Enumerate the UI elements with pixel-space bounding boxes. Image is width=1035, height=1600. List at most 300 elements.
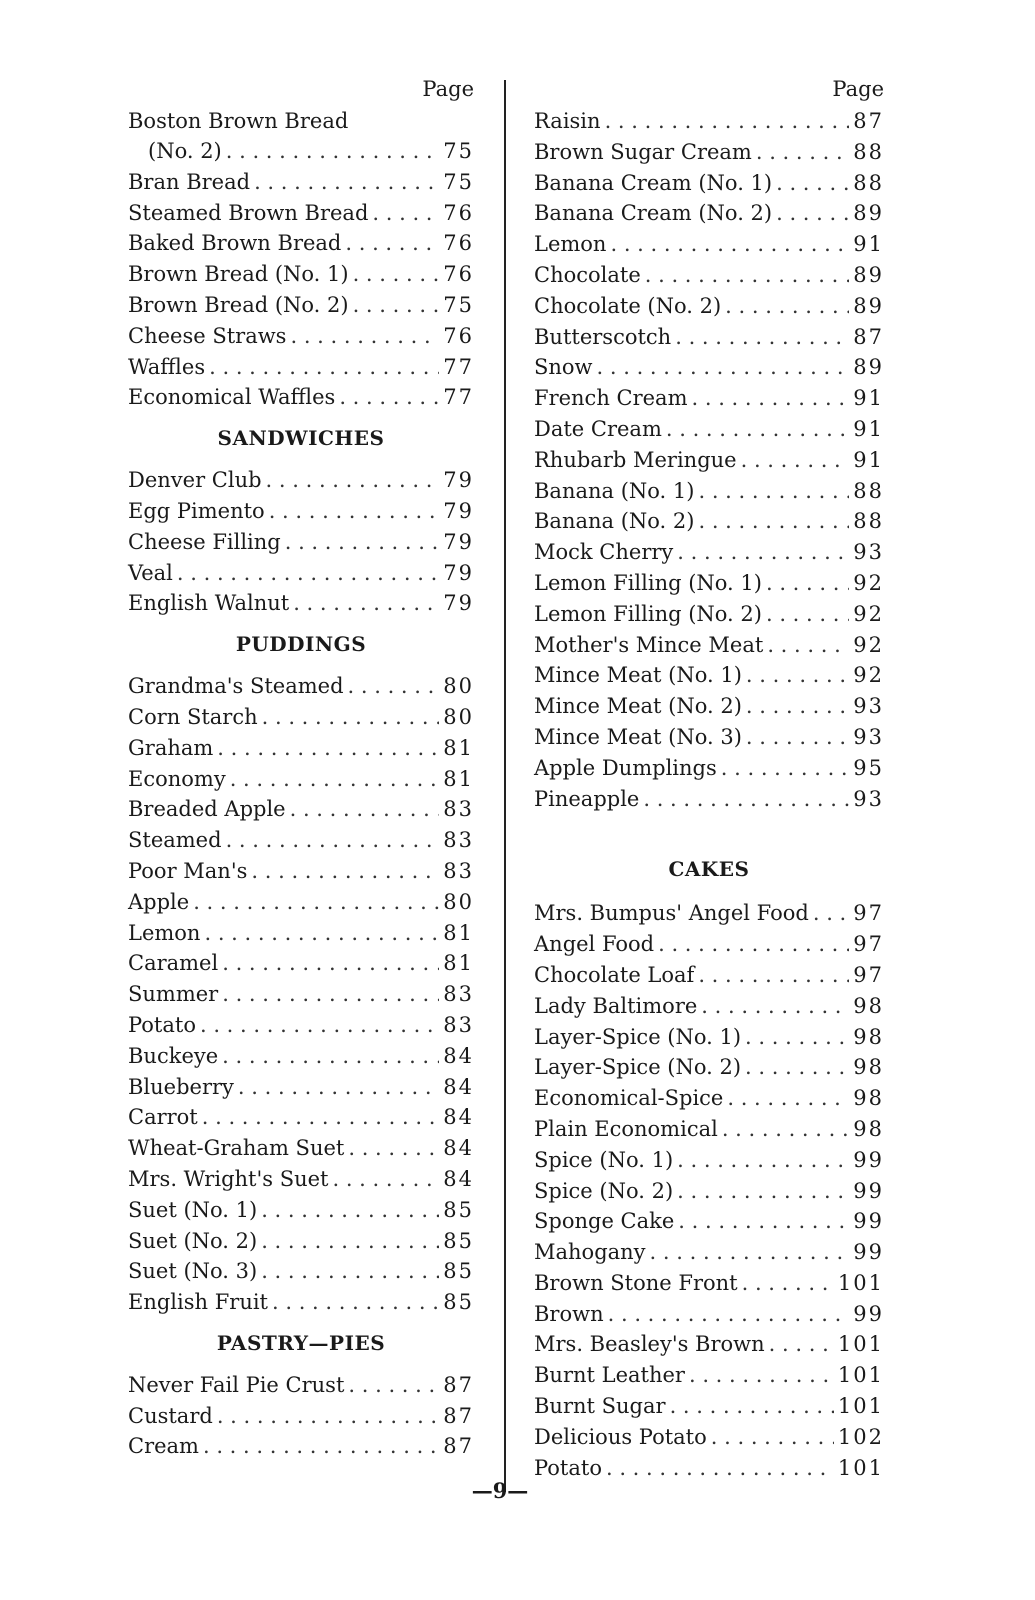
index-entry — [128, 259, 474, 290]
index-entry — [128, 1102, 474, 1133]
dot-leader — [251, 856, 439, 887]
entry-page-number: 81 — [443, 766, 474, 791]
entry-page-number: 80 — [443, 704, 474, 729]
dot-leader — [711, 1422, 834, 1453]
pies-list — [534, 106, 884, 814]
dot-leader — [200, 1010, 439, 1041]
cakes-list — [534, 898, 884, 1483]
entry-name: Mahogany — [534, 1240, 646, 1265]
index-entry — [534, 660, 884, 691]
entry-name: Boston Brown Bread — [128, 109, 349, 133]
intro-list — [128, 136, 474, 413]
entry-name: Brown Sugar Cream — [534, 139, 752, 164]
entry-name: Potato — [534, 1455, 602, 1480]
index-entry — [534, 168, 884, 199]
index-entry — [534, 445, 884, 476]
index-entry — [128, 948, 474, 979]
entry-page-number: 91 — [853, 416, 884, 441]
dot-leader — [698, 506, 849, 537]
entry-page-number: 77 — [443, 354, 474, 379]
entry-page-number: 80 — [443, 889, 474, 914]
index-entry — [534, 1268, 884, 1299]
entry-name: Chocolate Loaf — [534, 962, 695, 987]
dot-leader — [746, 660, 849, 691]
index-entry — [534, 630, 884, 661]
section-heading-pastry-pies: PASTRY—PIES — [216, 1330, 386, 1355]
entry-name: Wheat-Graham Suet — [128, 1136, 345, 1161]
index-entry — [534, 1145, 884, 1176]
dot-leader — [332, 1164, 439, 1195]
index-entry — [128, 1010, 474, 1041]
dot-leader — [677, 1176, 849, 1207]
entry-page-number: 77 — [443, 385, 474, 410]
entry-page-number: 93 — [853, 786, 884, 811]
dot-leader — [290, 321, 439, 352]
entry-page-number: 85 — [443, 1290, 474, 1315]
entry-name: Mince Meat (No. 3) — [534, 724, 742, 749]
entry-page-number: 83 — [443, 982, 474, 1007]
entry-name: Bran Bread — [128, 169, 251, 194]
index-entry — [128, 290, 474, 321]
index-entry — [128, 321, 474, 352]
dot-leader — [217, 1401, 439, 1432]
entry-name: Mince Meat (No. 2) — [534, 694, 742, 719]
dot-leader — [670, 1391, 834, 1422]
entry-name: Suet (No. 2) — [128, 1228, 258, 1253]
entry-page-number: 89 — [853, 201, 884, 226]
dot-leader — [230, 764, 440, 795]
index-entry — [534, 1299, 884, 1330]
entry-name: Economy — [128, 766, 226, 791]
dot-leader — [746, 691, 849, 722]
index-entry — [128, 887, 474, 918]
entry-name: Lemon — [534, 232, 607, 257]
dot-leader — [678, 1206, 849, 1237]
entry-name: Graham — [128, 735, 214, 760]
section-heading-cakes: CAKES — [668, 857, 750, 882]
entry-name: Lemon Filling (No. 1) — [534, 570, 762, 595]
dot-leader — [202, 1102, 440, 1133]
entry-name: Grandma's Steamed — [128, 674, 344, 699]
index-entry — [128, 794, 474, 825]
dot-leader — [193, 887, 439, 918]
entry-name: Carrot — [128, 1105, 198, 1130]
index-entry — [128, 1195, 474, 1226]
entry-name: Spice (No. 2) — [534, 1178, 674, 1203]
entry-name: Snow — [534, 355, 593, 380]
dot-leader — [222, 948, 439, 979]
dot-leader — [741, 445, 850, 476]
dot-leader — [675, 322, 849, 353]
index-entry — [128, 198, 474, 229]
entry-name: Pineapple — [534, 786, 640, 811]
entry-page-number: 99 — [853, 1301, 884, 1326]
dot-leader — [769, 1329, 834, 1360]
entry-name: Chocolate — [534, 262, 641, 287]
entry-page-number: 75 — [443, 169, 474, 194]
index-entry — [534, 291, 884, 322]
index-entry — [128, 382, 474, 413]
index-entry — [534, 722, 884, 753]
entry-page-number: 101 — [837, 1363, 884, 1388]
index-entry — [128, 136, 474, 167]
entry-page-number: 84 — [443, 1166, 474, 1191]
entry-name: Economical-Spice — [534, 1086, 724, 1111]
entry-name: Steamed Brown Bread — [128, 200, 369, 225]
dot-leader — [226, 825, 440, 856]
dot-leader — [261, 1256, 439, 1287]
entry-page-number: 98 — [853, 1055, 884, 1080]
dot-leader — [290, 794, 440, 825]
entry-name: Banana Cream (No. 1) — [534, 170, 773, 195]
entry-name: (No. 2) — [148, 139, 222, 163]
entry-page-number: 102 — [837, 1424, 884, 1449]
entry-name: Caramel — [128, 951, 219, 976]
dot-leader — [745, 1052, 849, 1083]
index-entry — [534, 322, 884, 353]
entry-page-number: 87 — [443, 1434, 474, 1459]
dot-leader — [658, 929, 849, 960]
index-entry — [534, 537, 884, 568]
entry-page-number: 84 — [443, 1136, 474, 1161]
entry-page-number: 81 — [443, 735, 474, 760]
section-heading-sandwiches: SANDWICHES — [217, 426, 385, 451]
index-entry — [534, 929, 884, 960]
entry-name: Banana Cream (No. 2) — [534, 201, 773, 226]
entry-page-number: 99 — [853, 1209, 884, 1234]
dot-leader — [217, 733, 439, 764]
entry-page-number: 75 — [443, 139, 474, 163]
entry-name: Potato — [128, 1012, 196, 1037]
entry-name: Cheese Filling — [128, 529, 281, 554]
index-entry — [534, 106, 884, 137]
index-entry — [128, 671, 474, 702]
index-entry — [128, 496, 474, 527]
entry-name: Mock Cherry — [534, 540, 674, 565]
index-entry — [534, 691, 884, 722]
index-entry — [534, 1022, 884, 1053]
pastry-list — [128, 1370, 474, 1462]
entry-name: Banana (No. 1) — [534, 478, 695, 503]
dot-leader — [650, 1237, 850, 1268]
dot-leader — [776, 168, 849, 199]
entry-page-number: 85 — [443, 1228, 474, 1253]
entry-name: Breaded Apple — [128, 797, 286, 822]
dot-leader — [348, 1133, 439, 1164]
index-entry — [128, 1370, 474, 1401]
dot-leader — [766, 568, 849, 599]
index-entry — [128, 1401, 474, 1432]
entry-page-number: 88 — [853, 478, 884, 503]
dot-leader — [353, 290, 440, 321]
entry-name: Delicious Potato — [534, 1424, 707, 1449]
entry-page-number: 76 — [443, 200, 474, 225]
index-entry — [534, 1206, 884, 1237]
index-entry — [128, 1256, 474, 1287]
index-entry — [534, 991, 884, 1022]
left-column — [128, 72, 474, 1462]
entry-page-number: 81 — [443, 951, 474, 976]
entry-name: English Walnut — [128, 591, 290, 616]
index-entry — [534, 352, 884, 383]
entry-page-number: 99 — [853, 1178, 884, 1203]
entry-name: Economical Waffles — [128, 385, 336, 410]
entry-page-number: 101 — [837, 1332, 884, 1357]
entry-name: Blueberry — [128, 1074, 234, 1099]
dot-leader — [262, 702, 440, 733]
entry-name: Suet (No. 3) — [128, 1259, 258, 1284]
index-entry — [128, 352, 474, 383]
entry-name: Lady Baltimore — [534, 993, 698, 1018]
entry-name: Brown Stone Front — [534, 1270, 738, 1295]
index-entry — [534, 568, 884, 599]
dot-leader — [348, 1370, 439, 1401]
entry-page-number: 91 — [853, 386, 884, 411]
index-entry — [128, 167, 474, 198]
index-entry — [128, 918, 474, 949]
entry-name: Layer-Spice (No. 2) — [534, 1055, 742, 1080]
entry-page-number: 92 — [853, 570, 884, 595]
index-entry — [128, 1041, 474, 1072]
index-entry — [534, 784, 884, 815]
index-entry-title — [128, 106, 474, 136]
index-entry — [128, 228, 474, 259]
entry-page-number: 98 — [853, 1116, 884, 1141]
index-entry — [534, 198, 884, 229]
dot-leader — [605, 106, 850, 137]
page-column-heading-right: Page — [832, 77, 884, 101]
entry-name: Suet (No. 1) — [128, 1197, 258, 1222]
index-entry — [128, 465, 474, 496]
dot-leader — [776, 198, 849, 229]
entry-page-number: 97 — [853, 901, 884, 926]
entry-name: Raisin — [534, 109, 601, 133]
index-entry — [534, 414, 884, 445]
dot-leader — [677, 537, 849, 568]
dot-leader — [372, 198, 439, 229]
entry-page-number: 89 — [853, 262, 884, 287]
index-entry — [534, 506, 884, 537]
entry-name: Mother's Mince Meat — [534, 632, 764, 657]
dot-leader — [266, 465, 440, 496]
entry-name: Lemon Filling (No. 2) — [534, 601, 762, 626]
dot-leader — [767, 630, 849, 661]
index-entry — [128, 979, 474, 1010]
dot-leader — [345, 228, 439, 259]
dot-leader — [666, 414, 849, 445]
entry-page-number: 79 — [443, 468, 474, 493]
index-entry — [534, 1422, 884, 1453]
entry-name: Mince Meat (No. 1) — [534, 663, 742, 688]
dot-leader — [643, 784, 849, 815]
index-entry — [534, 753, 884, 784]
entry-name: Corn Starch — [128, 704, 258, 729]
puddings-list — [128, 671, 474, 1318]
entry-name: Buckeye — [128, 1043, 219, 1068]
entry-page-number: 95 — [853, 755, 884, 780]
entry-page-number: 89 — [853, 293, 884, 318]
dot-leader — [813, 898, 849, 929]
index-entry — [128, 764, 474, 795]
entry-name: Spice (No. 1) — [534, 1147, 674, 1172]
entry-page-number: 76 — [443, 231, 474, 256]
dot-leader — [677, 1145, 849, 1176]
entry-name: Sponge Cake — [534, 1209, 675, 1234]
dot-leader — [766, 599, 849, 630]
entry-page-number: 101 — [837, 1394, 884, 1419]
entry-name: Banana (No. 2) — [534, 509, 695, 534]
entry-name: Mrs. Wright's Suet — [128, 1166, 329, 1191]
dot-leader — [701, 991, 849, 1022]
entry-page-number: 93 — [853, 724, 884, 749]
dot-leader — [204, 918, 439, 949]
entry-page-number: 92 — [853, 632, 884, 657]
entry-page-number: 88 — [853, 139, 884, 164]
dot-leader — [209, 352, 439, 383]
entry-page-number: 98 — [853, 993, 884, 1018]
index-entry — [128, 1164, 474, 1195]
entry-page-number: 98 — [853, 1086, 884, 1111]
entry-name: Chocolate (No. 2) — [534, 293, 722, 318]
entry-page-number: 79 — [443, 591, 474, 616]
dot-leader — [722, 1114, 849, 1145]
index-entry — [128, 702, 474, 733]
entry-page-number: 79 — [443, 498, 474, 523]
index-entry — [534, 1176, 884, 1207]
dot-leader — [339, 382, 439, 413]
entry-page-number: 81 — [443, 920, 474, 945]
entry-page-number: 87 — [443, 1403, 474, 1428]
dot-leader — [254, 167, 439, 198]
entry-name: Layer-Spice (No. 1) — [534, 1024, 742, 1049]
column-divider — [504, 80, 506, 1492]
index-entry — [128, 558, 474, 589]
index-entry — [128, 856, 474, 887]
entry-name: Mrs. Beasley's Brown — [534, 1332, 765, 1357]
index-entry — [534, 1391, 884, 1422]
index-entry — [128, 1133, 474, 1164]
section-heading-puddings: PUDDINGS — [235, 632, 367, 657]
entry-name: Burnt Sugar — [534, 1394, 666, 1419]
index-entry — [128, 527, 474, 558]
dot-leader — [226, 136, 440, 167]
dot-leader — [698, 960, 849, 991]
index-entry — [534, 1329, 884, 1360]
dot-leader — [745, 1022, 849, 1053]
entry-page-number: 83 — [443, 858, 474, 883]
entry-page-number: 79 — [443, 560, 474, 585]
entry-page-number: 85 — [443, 1197, 474, 1222]
entry-page-number: 85 — [443, 1259, 474, 1284]
entry-name: Egg Pimento — [128, 498, 265, 523]
entry-name: Mrs. Bumpus' Angel Food — [534, 901, 809, 926]
entry-name: Brown Bread (No. 1) — [128, 262, 349, 287]
page-number: —9— — [471, 1478, 529, 1503]
index-entry — [534, 476, 884, 507]
entry-page-number: 84 — [443, 1074, 474, 1099]
entry-page-number: 93 — [853, 694, 884, 719]
sandwiches-list — [128, 465, 474, 619]
entry-name: Veal — [128, 560, 173, 585]
entry-page-number: 97 — [853, 962, 884, 987]
dot-leader — [348, 671, 440, 702]
entry-name: Cream — [128, 1434, 199, 1459]
dot-leader — [261, 1226, 439, 1257]
dot-leader — [177, 558, 439, 589]
entry-name: Rhubarb Meringue — [534, 447, 737, 472]
entry-page-number: 89 — [853, 355, 884, 380]
index-entry — [534, 960, 884, 991]
index-entry — [534, 229, 884, 260]
index-entry — [534, 137, 884, 168]
entry-name: English Fruit — [128, 1290, 268, 1315]
entry-page-number: 91 — [853, 447, 884, 472]
index-entry — [534, 1360, 884, 1391]
index-entry — [534, 383, 884, 414]
entry-name: Summer — [128, 982, 219, 1007]
entry-name: Steamed — [128, 828, 222, 853]
dot-leader — [610, 229, 849, 260]
entry-page-number: 80 — [443, 674, 474, 699]
dot-leader — [645, 260, 850, 291]
index-entry — [128, 588, 474, 619]
dot-leader — [238, 1072, 439, 1103]
index-entry — [128, 1431, 474, 1462]
entry-name: Custard — [128, 1403, 213, 1428]
entry-page-number: 101 — [837, 1270, 884, 1295]
entry-name: Apple Dumplings — [534, 755, 717, 780]
entry-page-number: 87 — [443, 1372, 474, 1397]
index-entry — [534, 1237, 884, 1268]
entry-name: Brown Bread (No. 2) — [128, 292, 349, 317]
entry-page-number: 83 — [443, 828, 474, 853]
dot-leader — [756, 137, 849, 168]
dot-leader — [353, 259, 440, 290]
entry-name: Poor Man's — [128, 858, 248, 883]
dot-leader — [285, 527, 440, 558]
dot-leader — [746, 722, 849, 753]
entry-page-number: 84 — [443, 1043, 474, 1068]
entry-page-number: 76 — [443, 323, 474, 348]
entry-page-number: 92 — [853, 601, 884, 626]
dot-leader — [203, 1431, 439, 1462]
entry-name: Denver Club — [128, 468, 262, 493]
dot-leader — [608, 1299, 850, 1330]
dot-leader — [692, 383, 850, 414]
entry-page-number: 92 — [853, 663, 884, 688]
dot-leader — [269, 496, 440, 527]
dot-leader — [725, 291, 849, 322]
entry-page-number: 87 — [853, 324, 884, 349]
entry-name: Never Fail Pie Crust — [128, 1372, 345, 1397]
entry-name: Lemon — [128, 920, 201, 945]
entry-page-number: 97 — [853, 932, 884, 957]
entry-name: Date Cream — [534, 416, 662, 441]
entry-name: Butterscotch — [534, 324, 672, 349]
entry-page-number: 87 — [853, 109, 884, 133]
entry-page-number: 98 — [853, 1024, 884, 1049]
entry-page-number: 79 — [443, 529, 474, 554]
index-entry — [534, 1052, 884, 1083]
entry-name: Plain Economical — [534, 1116, 718, 1141]
entry-name: Brown — [534, 1301, 604, 1326]
dot-leader — [222, 979, 439, 1010]
dot-leader — [222, 1041, 439, 1072]
entry-name: Burnt Leather — [534, 1363, 685, 1388]
entry-name: Waffles — [128, 354, 206, 379]
entry-name: Angel Food — [534, 932, 655, 957]
index-entry — [534, 599, 884, 630]
